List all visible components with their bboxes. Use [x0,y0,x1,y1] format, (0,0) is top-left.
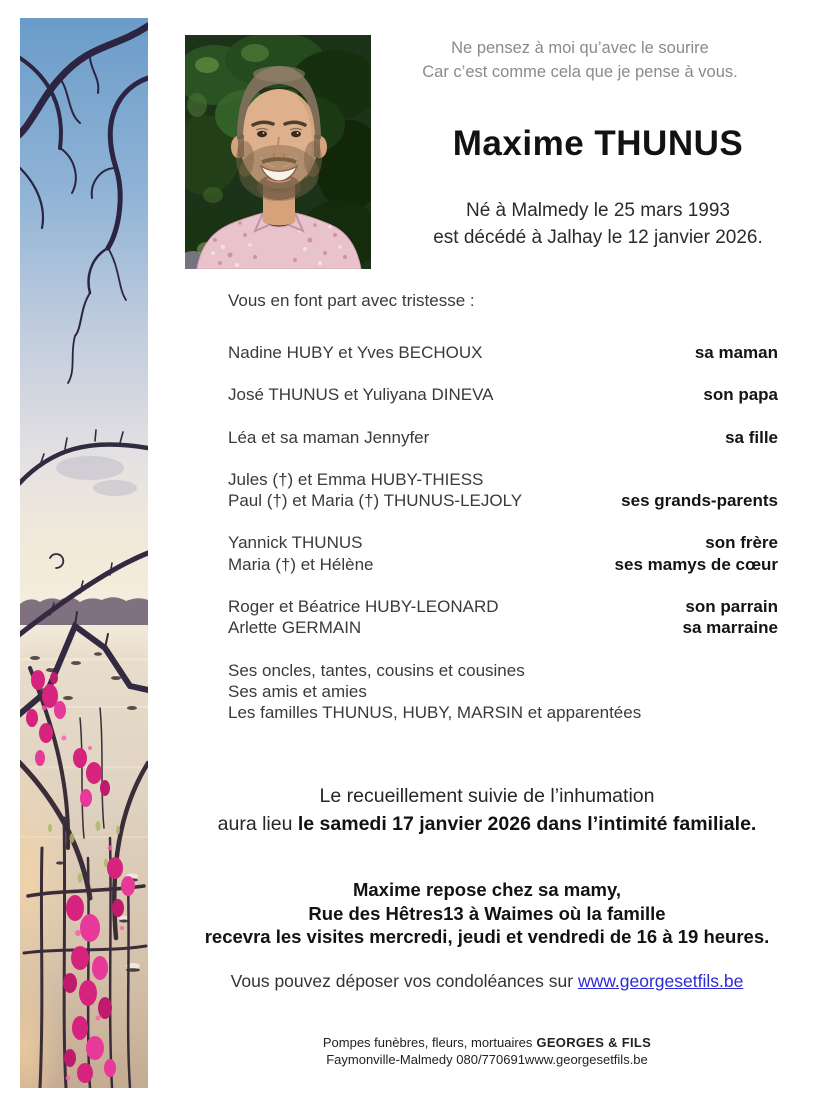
family-row [228,384,778,405]
ceremony-info [150,782,824,838]
family-names: Nadine HUBY et Yves BECHOUX [228,343,483,362]
family-list [228,342,778,724]
family-row [228,660,778,681]
family-names: José THUNUS et Yuliyana DINEVA [228,385,494,405]
repose-line-1: Maxime repose chez sa mamy, [352,879,622,900]
decorative-photo-strip [20,18,148,1088]
footer-services: Pompes funèbres, fleurs, mortuaires [322,1035,533,1050]
family-names: Yannick THUNUS [228,533,363,553]
footer-line-2: Faymonville-Malmedy 080/770691www.georgesetfils.be [326,1052,648,1067]
ceremony-line-2-regular: aura lieu [217,813,298,835]
quote-line-2: Car c’est comme cela que je pense à vous. [422,63,738,81]
birth-death-dates [380,197,816,251]
family-group [228,469,778,512]
family-row [228,490,778,511]
family-row [228,342,778,363]
footer-company-name: GEORGES & FILS [536,1035,652,1050]
scenery-illustration [20,18,148,1088]
family-row [228,681,778,702]
family-row [228,596,778,617]
family-names: Léa et sa maman Jennyfer [228,427,430,447]
family-names: Les familles THUNUS, HUBY, MARSIN et apparentées [228,703,642,723]
condolences-link[interactable]: www.georgesetfils.be [577,971,744,991]
footer-line-1 [150,1034,824,1051]
ceremony-line-1: Le recueillement suivie de l’inhumation [319,785,655,807]
family-group [228,427,778,448]
relation-label: son papa [703,385,778,405]
relation-label: sa fille [725,427,778,447]
deceased-name: Maxime THUNUS [452,124,744,163]
family-row [228,554,778,575]
relation-label: ses grands-parents [621,491,778,511]
family-names: Ses amis et amies [228,681,367,701]
condolences-text: Vous pouvez déposer vos condoléances sur [230,971,578,991]
relation-label: ses mamys de cœur [614,554,778,574]
quote-line-1: Ne pensez à moi qu’avec le sourire [451,39,709,57]
repose-line-3: recevra les visites mercredi, jeudi et vendredi de 16 à 19 heures. [204,926,770,947]
relation-label: sa marraine [682,618,778,638]
relation-label: sa maman [694,343,778,362]
family-row [228,532,778,553]
funeral-home-footer [150,1034,824,1068]
family-group [228,384,778,405]
portrait-illustration [185,35,371,269]
family-group [228,596,778,639]
condolences-line [150,971,824,992]
family-group [228,660,778,724]
death-line: est décédé à Jalhay le 12 janvier 2026. [433,227,763,248]
family-row [228,469,778,490]
relation-label: son frère [705,533,778,553]
family-row [228,427,778,448]
ceremony-line-2 [150,810,824,838]
family-row [228,702,778,723]
family-names: Maria (†) et Hélène [228,554,374,574]
memorial-quote [372,36,788,84]
birth-line: Né à Malmedy le 25 mars 1993 [465,200,730,221]
family-row [228,617,778,638]
family-group [228,532,778,575]
family-names: Jules (†) et Emma HUBY-THIESS [228,469,484,489]
ceremony-line-2-bold: le samedi 17 janvier 2026 dans l’intimité familiale. [297,813,757,835]
family-names: Paul (†) et Maria (†) THUNUS-LEJOLY [228,491,523,511]
family-names: Arlette GERMAIN [228,618,362,638]
relation-label: son parrain [685,597,778,617]
repose-info [150,878,824,949]
intro-line: Vous en font part avec tristesse : [228,291,475,310]
family-names: Ses oncles, tantes, cousins et cousines [228,660,525,680]
family-names: Roger et Béatrice HUBY-LEONARD [228,597,499,617]
repose-line-2: Rue des Hêtres13 à Waimes où la famille [308,902,666,924]
portrait-photo [185,35,371,269]
family-group [228,342,778,363]
